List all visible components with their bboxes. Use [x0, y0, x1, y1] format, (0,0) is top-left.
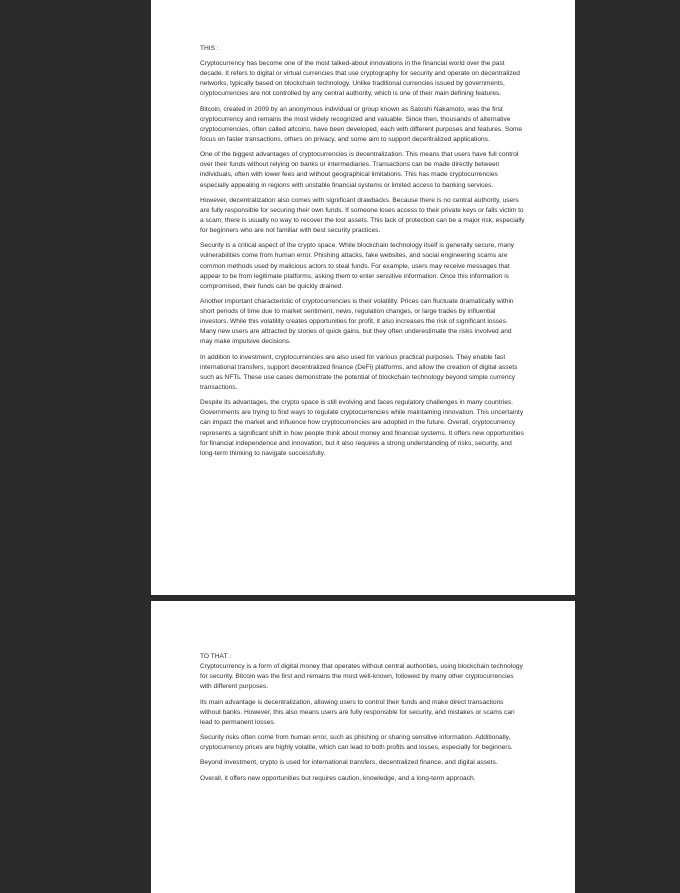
document-page-2	[151, 601, 575, 893]
paragraph: Bitcoin, created in 2009 by an anonymous individual or group known as Satoshi Nakamoto, was the first cryptocurrency and remains the most widely recognized and valuable. Since then, thousands of alternative cryptocurrencies, often called altcoins, have been developed, each with different purposes and features. Some focus on faster transactions, others on privacy, and some aim to support decentralized applications.	[200, 105, 523, 143]
paragraph: Cryptocurrency is a form of digital money that operates without central authorities, using blockchain technology for security. Bitcoin was the first and remains the most well-known, followed by many other cryptocurrencies with different purposes.	[200, 663, 523, 691]
paragraph: Overall, it offers new opportunities but requires caution, knowledge, and a long-term approach.	[200, 774, 476, 782]
paragraph: Beyond investment, crypto is used for international transfers, decentralized finance, and digital assets.	[200, 759, 498, 767]
paragraph: Its main advantage is decentralization, allowing users to control their funds and make direct transactions without banks. However, this also means users are fully responsible for security, and mistakes or scams can lead to permanent losses.	[200, 698, 515, 726]
paragraph: One of the biggest advantages of cryptocurrencies is decentralization. This means that users have full control over their funds without relying on banks or intermediaries. Transactions can be made directly between individuals, often with lower fees and without geographical limitations. This has made cryptocurrencies especially appealing in regions with unstable financial systems or limited access to banking services.	[200, 151, 519, 189]
paragraph: In addition to investment, cryptocurrencies are also used for various practical purposes. They enable fast international transfers, support decentralized finance (DeFi) platforms, and allow the creation of digital assets such as NFTs. These use cases demonstrate the potential of blockchain technology beyond simple currency transactions.	[200, 353, 518, 391]
document-page-1	[151, 0, 575, 595]
paragraph: Despite its advantages, the crypto space is still evolving and faces regulatory challenges in many countries. Governments are trying to find ways to regulate cryptocurrencies while maintaining innovation. This uncertainty can impact the market and influence how cryptocurrencies are adopted in the future. Overall, cryptocurrency represents a significant shift in how people think about money and financial systems. It offers new opportunities for financial independence and innovation, but it also requires a strong understanding of risks, security, and long-term thinking to navigate successfully.	[200, 399, 524, 457]
paragraph: Security risks often come from human error, such as phishing or sharing sensitive information. Additionally, cryptocurrency prices are highly volatile, which can lead to both profits and losses, especially for beginners.	[200, 734, 513, 752]
section-label-this: THIS :	[200, 45, 219, 52]
paragraph: Cryptocurrency has become one of the most talked-about innovations in the financial world over the past decade. It refers to digital or virtual currencies that use cryptography for security and operate on decentralized networks, typically based on blockchain technology. Unlike traditional currencies issued by governments, cryptocurrencies are not controlled by any central authority, which is one of their main defining features.	[200, 60, 520, 98]
paragraph: However, decentralization also comes with significant drawbacks. Because there is no central authority, users are fully responsible for securing their own funds. If someone loses access to their private keys or falls victim to a scam, there is usually no way to recover the lost assets. This lack of protection can be a major risk, especially for beginners who are not familiar with best security practices.	[200, 196, 525, 235]
section-label-to-that: TO THAT :	[200, 653, 232, 660]
paragraph: Security is a critical aspect of the crypto space. While blockchain technology itself is generally secure, many vulnerabilities come from human error. Phishing attacks, fake websites, and social engineering scams are common methods used by malicious actors to steal funds. For example, users may receive messages that appear to be from legitimate platforms, asking them to enter sensitive information. Once this information is compromised, their funds can be quickly drained.	[200, 242, 515, 290]
paragraph: Another important characteristic of cryptocurrencies is their volatility. Prices can fluctuate dramatically within short periods of time due to market sentiment, news, regulation changes, or large trades by influential investors. While this volatility creates opportunities for profit, it also increases the risk of significant losses. Many new users are attracted by stories of quick gains, but they often underestimate the risks involved and may make impulsive decisions.	[200, 298, 514, 346]
